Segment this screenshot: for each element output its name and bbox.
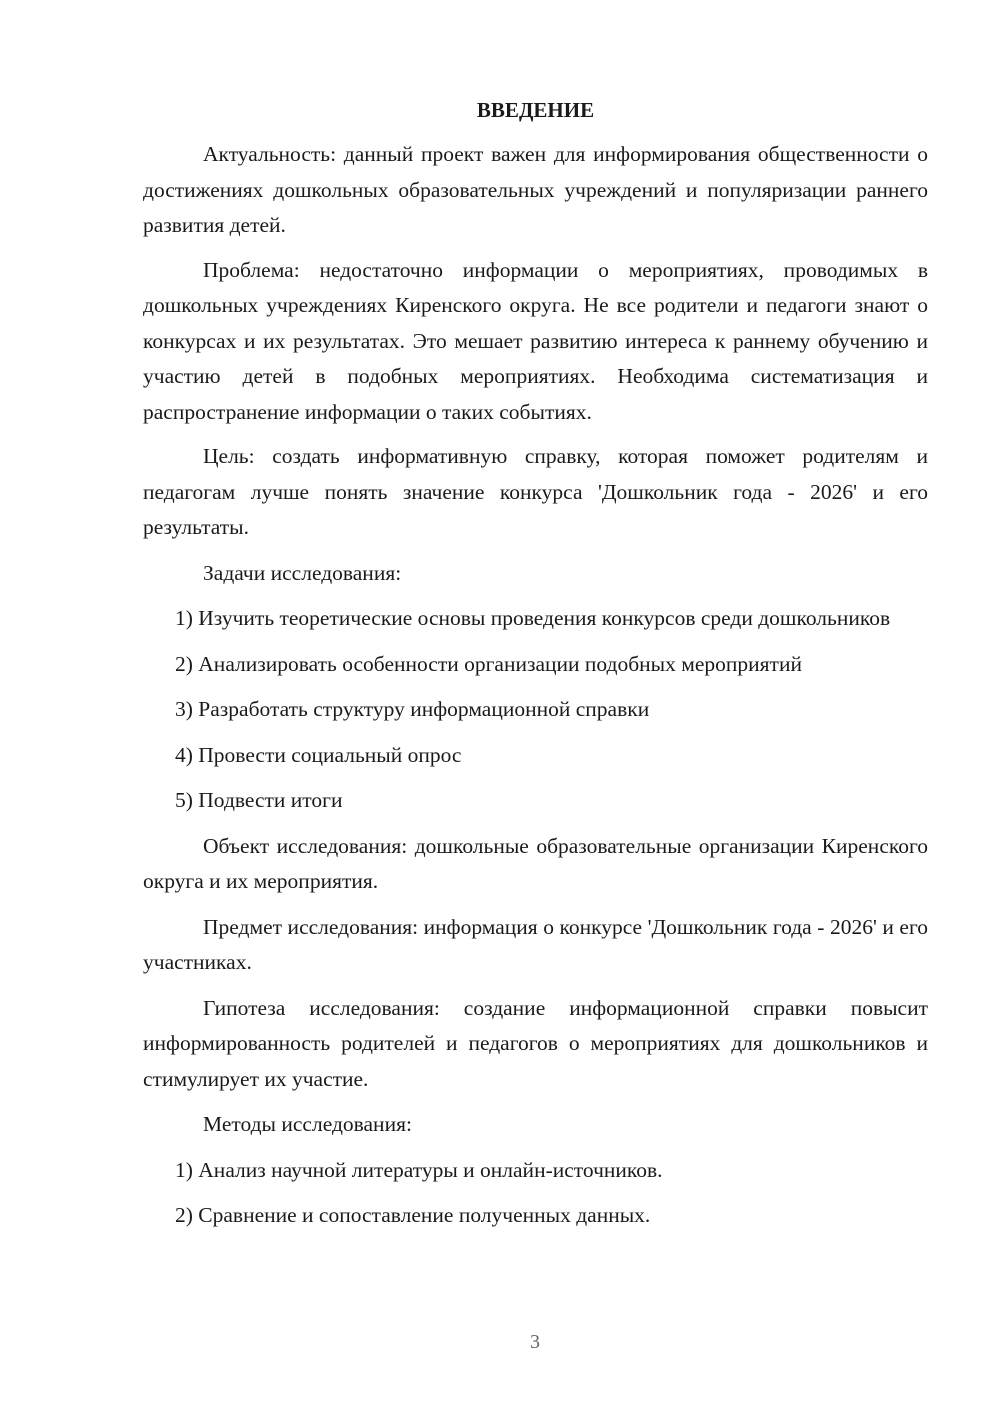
page-title: ВВЕДЕНИЕ [476, 98, 595, 122]
document-page [143, 95, 928, 1234]
subject-paragraph: Предмет исследования: информация о конкурсе 'Дошкольник года - 2026' и его участниках. [143, 914, 928, 974]
methods-heading: Методы исследования: [203, 1112, 412, 1136]
object-paragraph: Объект исследования: дошкольные образовательные организации Киренского округа и их мероприятия. [143, 833, 928, 893]
page-number: 3 [530, 1331, 540, 1353]
task-item: 1) Изучить теоретические основы проведения конкурсов среди дошкольников [175, 606, 891, 630]
method-item: 1) Анализ научной литературы и онлайн-источников. [175, 1157, 663, 1182]
task-item: 2) Анализировать особенности организации подобных мероприятий [175, 651, 802, 676]
relevance-paragraph: Актуальность: данный проект важен для информирования общественности о достижениях дошкольных образовательных учреждений и популяризации раннего развития детей. [143, 142, 928, 237]
task-item: 5) Подвести итоги [175, 788, 343, 812]
method-item: 2) Сравнение и сопоставление полученных данных. [175, 1203, 651, 1227]
problem-paragraph: Проблема: недостаточно информации о мероприятиях, проводимых в дошкольных учреждениях Киренского округа. Не все родители и педагоги знают о конкурсах и их результатах. Это мешает развитию интереса к раннему обучению и участию детей в подобных мероприятиях. Необходима систематизация и распространение информации о таких событиях. [143, 257, 928, 424]
goal-paragraph: Цель: создать информативную справку, которая поможет родителям и педагогам лучше понять значение конкурса 'Дошкольник года - 2026' и его результаты. [143, 444, 928, 539]
tasks-heading: Задачи исследования: [203, 560, 402, 585]
hypothesis-paragraph: Гипотеза исследования: создание информационной справки повысит информированность родителей и педагогов о мероприятиях для дошкольников и стимулирует их участие. [143, 995, 928, 1091]
task-item: 3) Разработать структуру информационной справки [175, 697, 650, 721]
task-item: 4) Провести социальный опрос [175, 742, 462, 767]
